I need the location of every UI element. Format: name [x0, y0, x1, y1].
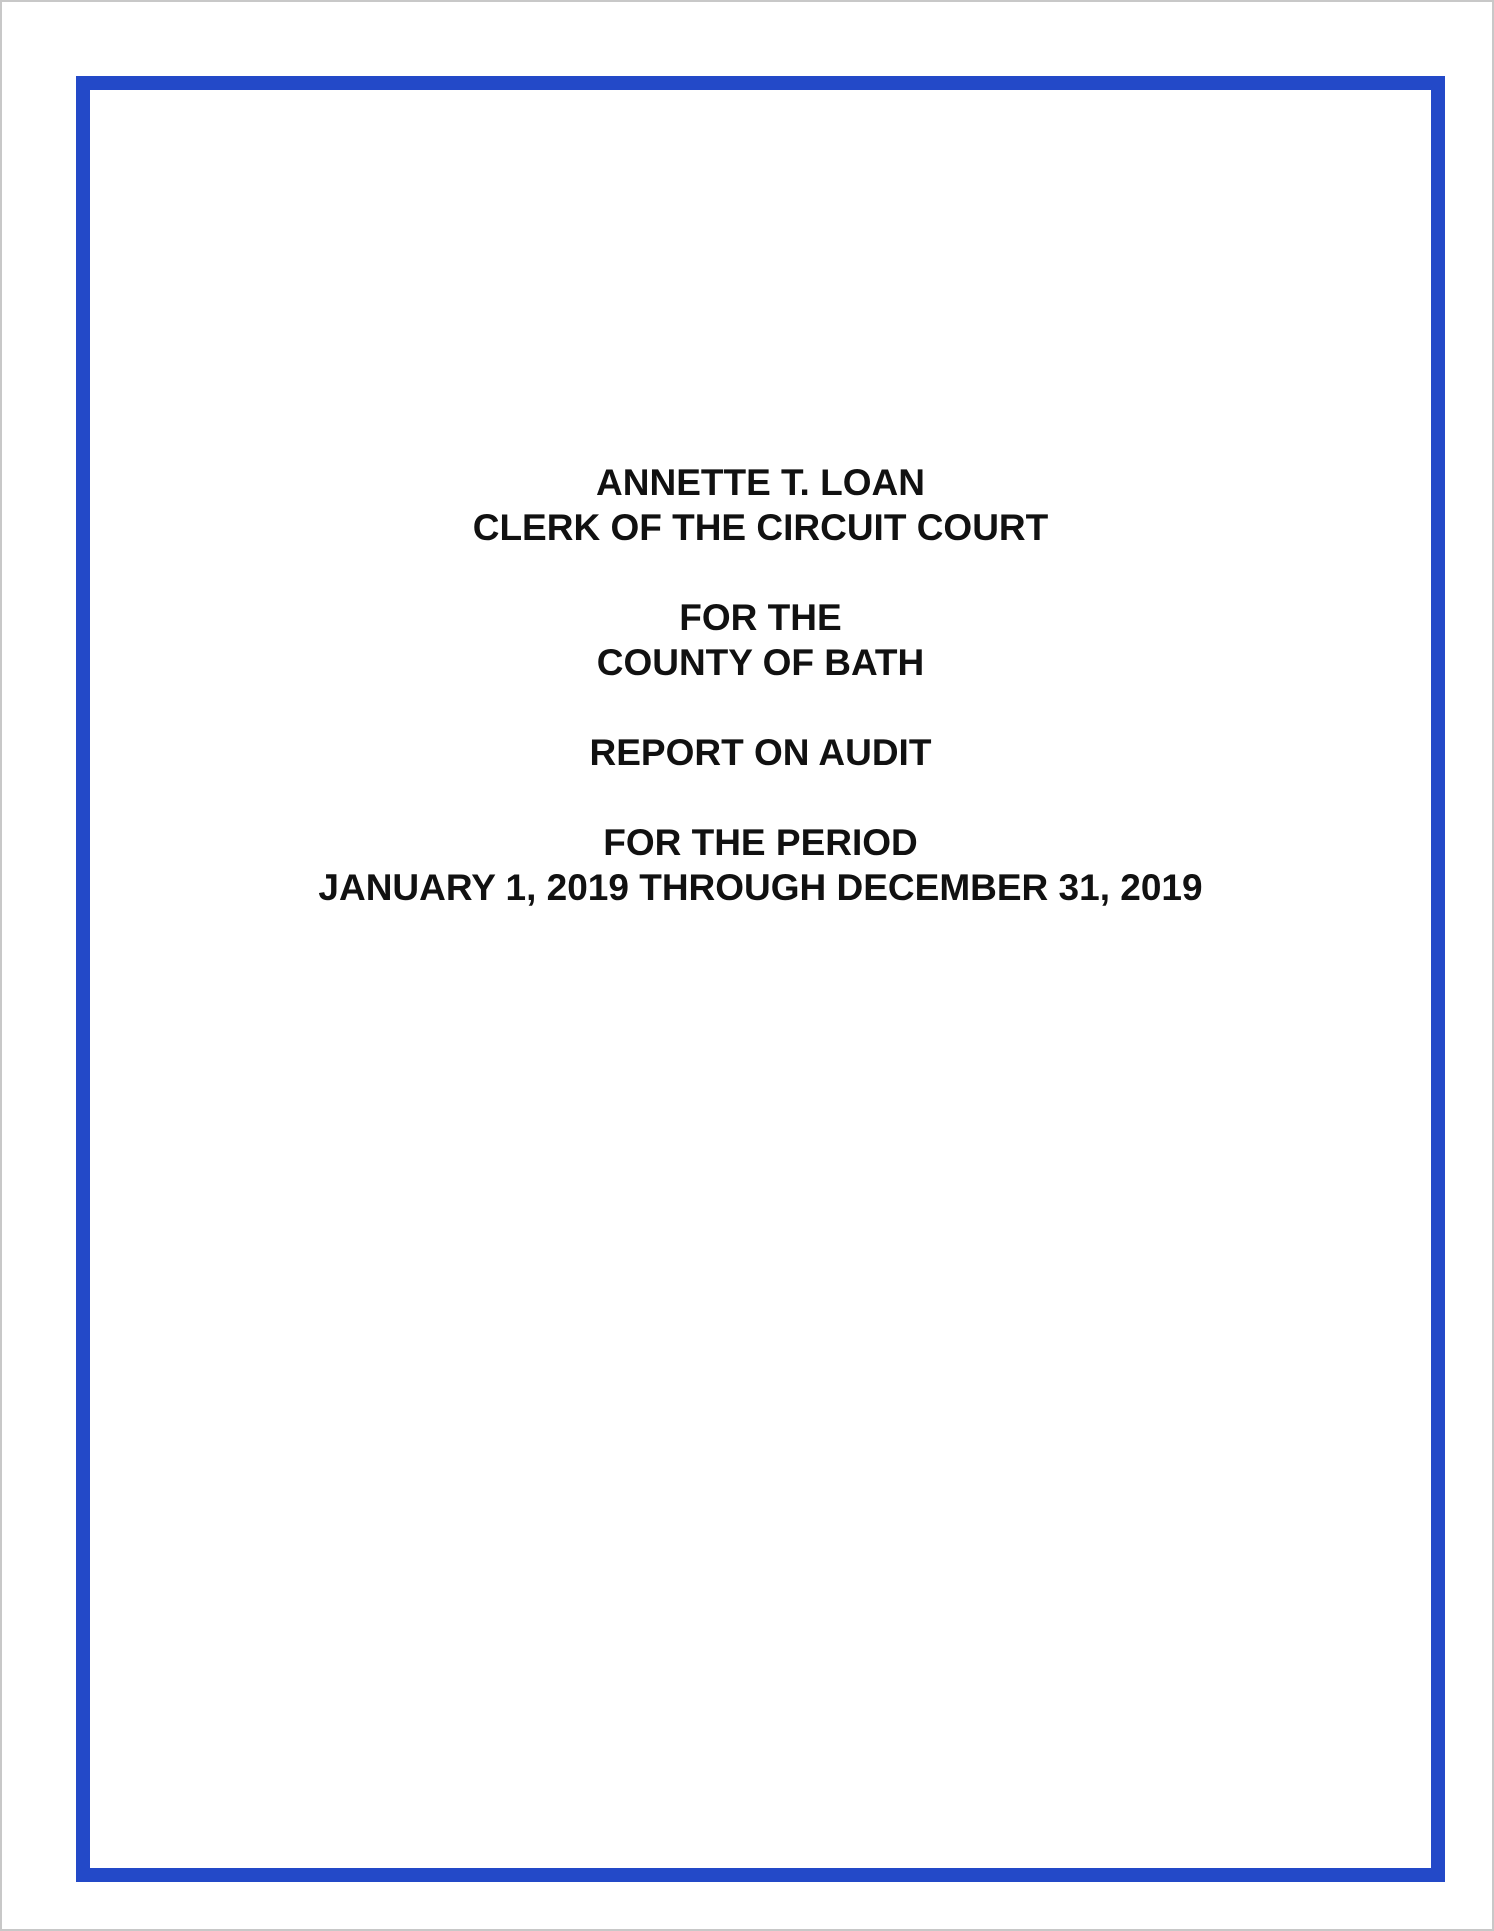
cover-frame: [76, 76, 1445, 1882]
county-name: COUNTY OF BATH: [596, 642, 925, 683]
spacer: [90, 550, 1431, 595]
official-name: ANNETTE T. LOAN: [596, 462, 925, 503]
report-type: REPORT ON AUDIT: [589, 732, 932, 773]
for-the-label: FOR THE: [679, 597, 842, 638]
office-title: CLERK OF THE CIRCUIT COURT: [472, 507, 1049, 548]
period-dates: JANUARY 1, 2019 THROUGH DECEMBER 31, 2019: [318, 867, 1203, 908]
title-block: [90, 460, 1431, 910]
spacer: [90, 775, 1431, 820]
period-label: FOR THE PERIOD: [603, 822, 918, 863]
spacer: [90, 685, 1431, 730]
